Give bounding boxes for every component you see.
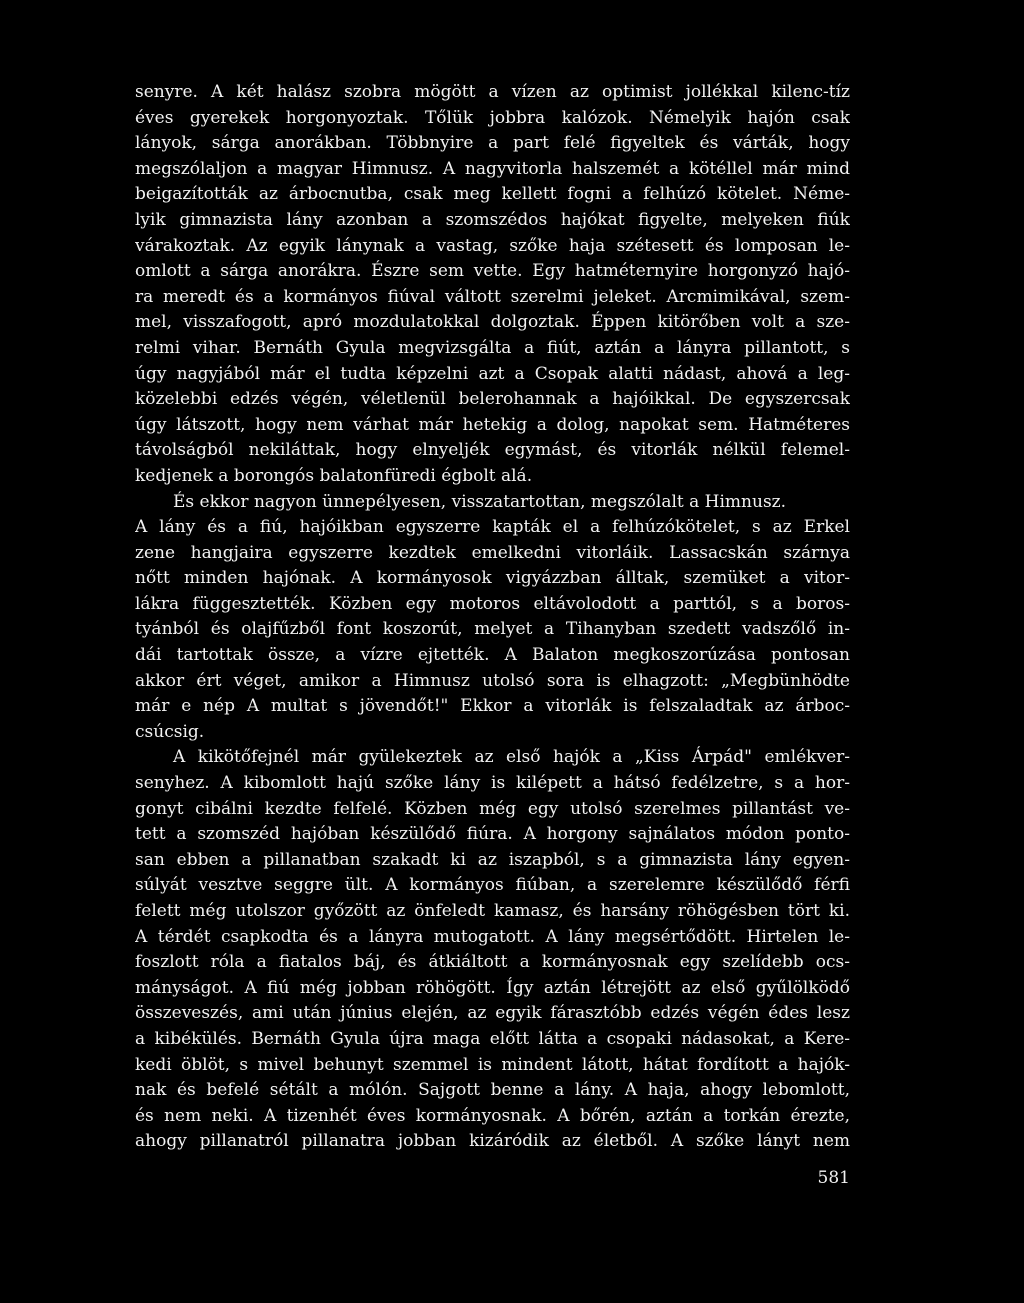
text-line: megszólaljon a magyar Himnusz. A nagyvitorla halszemét a kötéllel már mind bbox=[135, 158, 850, 179]
text-line: senyhez. A kibomlott hajú szőke lány is kilépett a hátsó fedélzetre, s a hor- bbox=[135, 773, 850, 794]
page-number: 581 bbox=[817, 1168, 850, 1188]
text-line: súlyát vesztve seggre ült. A kormányos fiúban, a szerelemre készülődő férfi bbox=[135, 875, 850, 896]
text-line: ahogy pillanatról pillanatra jobban kizáródik az életből. A szőke lányt nem bbox=[135, 1131, 850, 1152]
text-line: nőtt minden hajónak. A kormányosok vigyázzban álltak, szemüket a vitor- bbox=[135, 568, 850, 589]
text-line: relmi vihar. Bernáth Gyula megvizsgálta a fiút, aztán a lányra pillantott, s bbox=[135, 337, 850, 358]
text-line: lákra függesztették. Közben egy motoros eltávolodott a parttól, s a boros- bbox=[135, 593, 850, 614]
text-line: kedjenek a borongós balatonfüredi égbolt alá. bbox=[135, 465, 533, 486]
text-line: mel, visszafogott, apró mozdulatokkal dolgoztak. Éppen kitörőben volt a sze- bbox=[135, 312, 850, 333]
text-line: távolságból nekiláttak, hogy elnyeljék egymást, és vitorlák nélkül felemel- bbox=[135, 440, 850, 461]
text-line: csúcsig. bbox=[135, 721, 205, 742]
text-line: san ebben a pillanatban szakadt ki az iszapból, s a gimnazista lány egyen- bbox=[135, 849, 850, 870]
text-line: kedi öblöt, s mivel behunyt szemmel is mindent látott, hátat fordított a hajók- bbox=[135, 1054, 850, 1075]
text-line: foszlott róla a fiatalos báj, és átkiáltott a kormányosnak egy szelídebb ocs- bbox=[135, 952, 850, 973]
text-line: tett a szomszéd hajóban készülődő fiúra. A horgony sajnálatos módon ponto- bbox=[135, 824, 850, 845]
body-text bbox=[135, 80, 850, 1155]
text-line: akkor ért véget, amikor a Himnusz utolsó sora is elhagzott: „Megbünhödte bbox=[135, 670, 850, 691]
text-line: már e nép A multat s jövendőt!" Ekkor a vitorlák is felszaladtak az árboc- bbox=[135, 696, 850, 717]
text-line: úgy látszott, hogy nem várhat már hetekig a dolog, napokat sem. Hatméteres bbox=[135, 414, 850, 435]
text-line: gonyt cibálni kezdte felfelé. Közben még egy utolsó szerelmes pillantást ve- bbox=[135, 798, 850, 819]
text-line: összeveszés, ami után június elején, az egyik fárasztóbb edzés végén édes lesz bbox=[135, 1003, 850, 1024]
text-line: tyánból és olajfűzből font koszorút, melyet a Tihanyban szedett vadszőlő in- bbox=[135, 619, 850, 640]
paragraph-start-line: És ekkor nagyon ünnepélyesen, visszatartottan, megszólalt a Himnusz. bbox=[173, 491, 787, 512]
text-line: mányságot. A fiú még jobban röhögött. Így aztán létrejött az első gyűlölködő bbox=[135, 977, 850, 998]
text-line: beigazították az árbocnutba, csak meg kellett fogni a felhúzó kötelet. Néme- bbox=[135, 184, 850, 205]
text-line: és nem neki. A tizenhét éves kormányosnak. A bőrén, aztán a torkán érezte, bbox=[135, 1105, 850, 1126]
text-line: A lány és a fiú, hajóikban egyszerre kapták el a felhúzókötelet, s az Erkel bbox=[135, 517, 850, 538]
paragraph-start-line: A kikötőfejnél már gyülekeztek az első hajók a „Kiss Árpád" emlékver- bbox=[173, 747, 850, 768]
text-line: ra meredt és a kormányos fiúval váltott szerelmi jeleket. Arcmimikával, szem- bbox=[135, 286, 850, 307]
text-line: éves gyerekek horgonyoztak. Tőlük jobbra kalózok. Némelyik hajón csak bbox=[135, 107, 850, 128]
text-line: dái tartottak össze, a vízre ejtették. A Balaton megkoszorúzása pontosan bbox=[135, 645, 850, 666]
text-line: lyik gimnazista lány azonban a szomszédos hajókat figyelte, melyeken fiúk bbox=[135, 209, 850, 230]
text-line: felett még utolszor győzött az önfeledt kamasz, és harsány röhögésben tört ki. bbox=[135, 901, 850, 921]
text-line: közelebbi edzés végén, véletlenül belerohannak a hajóikkal. De egyszercsak bbox=[135, 389, 850, 410]
text-line: zene hangjaira egyszerre kezdtek emelkedni vitorláik. Lassacskán szárnya bbox=[135, 542, 850, 563]
text-line: a kibékülés. Bernáth Gyula újra maga előtt látta a csopaki nádasokat, a Kere- bbox=[135, 1028, 850, 1049]
text-line: úgy nagyjából már el tudta képzelni azt a Csopak alatti nádast, ahová a leg- bbox=[135, 363, 850, 384]
text-line: A térdét csapkodta és a lányra mutogatott. A lány megsértődött. Hirtelen le- bbox=[135, 926, 850, 947]
text-line: várakoztak. Az egyik lánynak a vastag, szőke haja szétesett és lomposan le- bbox=[135, 235, 850, 256]
text-line: lányok, sárga anorákban. Többnyire a part felé figyeltek és várták, hogy bbox=[135, 133, 850, 154]
text-line: senyre. A két halász szobra mögött a vízen az optimist jollékkal kilenc-tíz bbox=[135, 82, 850, 102]
text-line: nak és befelé sétált a mólón. Sajgott benne a lány. A haja, ahogy lebomlott, bbox=[135, 1080, 850, 1101]
text-line: omlott a sárga anorákra. Észre sem vette. Egy hatméternyire horgonyzó hajó- bbox=[135, 261, 850, 282]
